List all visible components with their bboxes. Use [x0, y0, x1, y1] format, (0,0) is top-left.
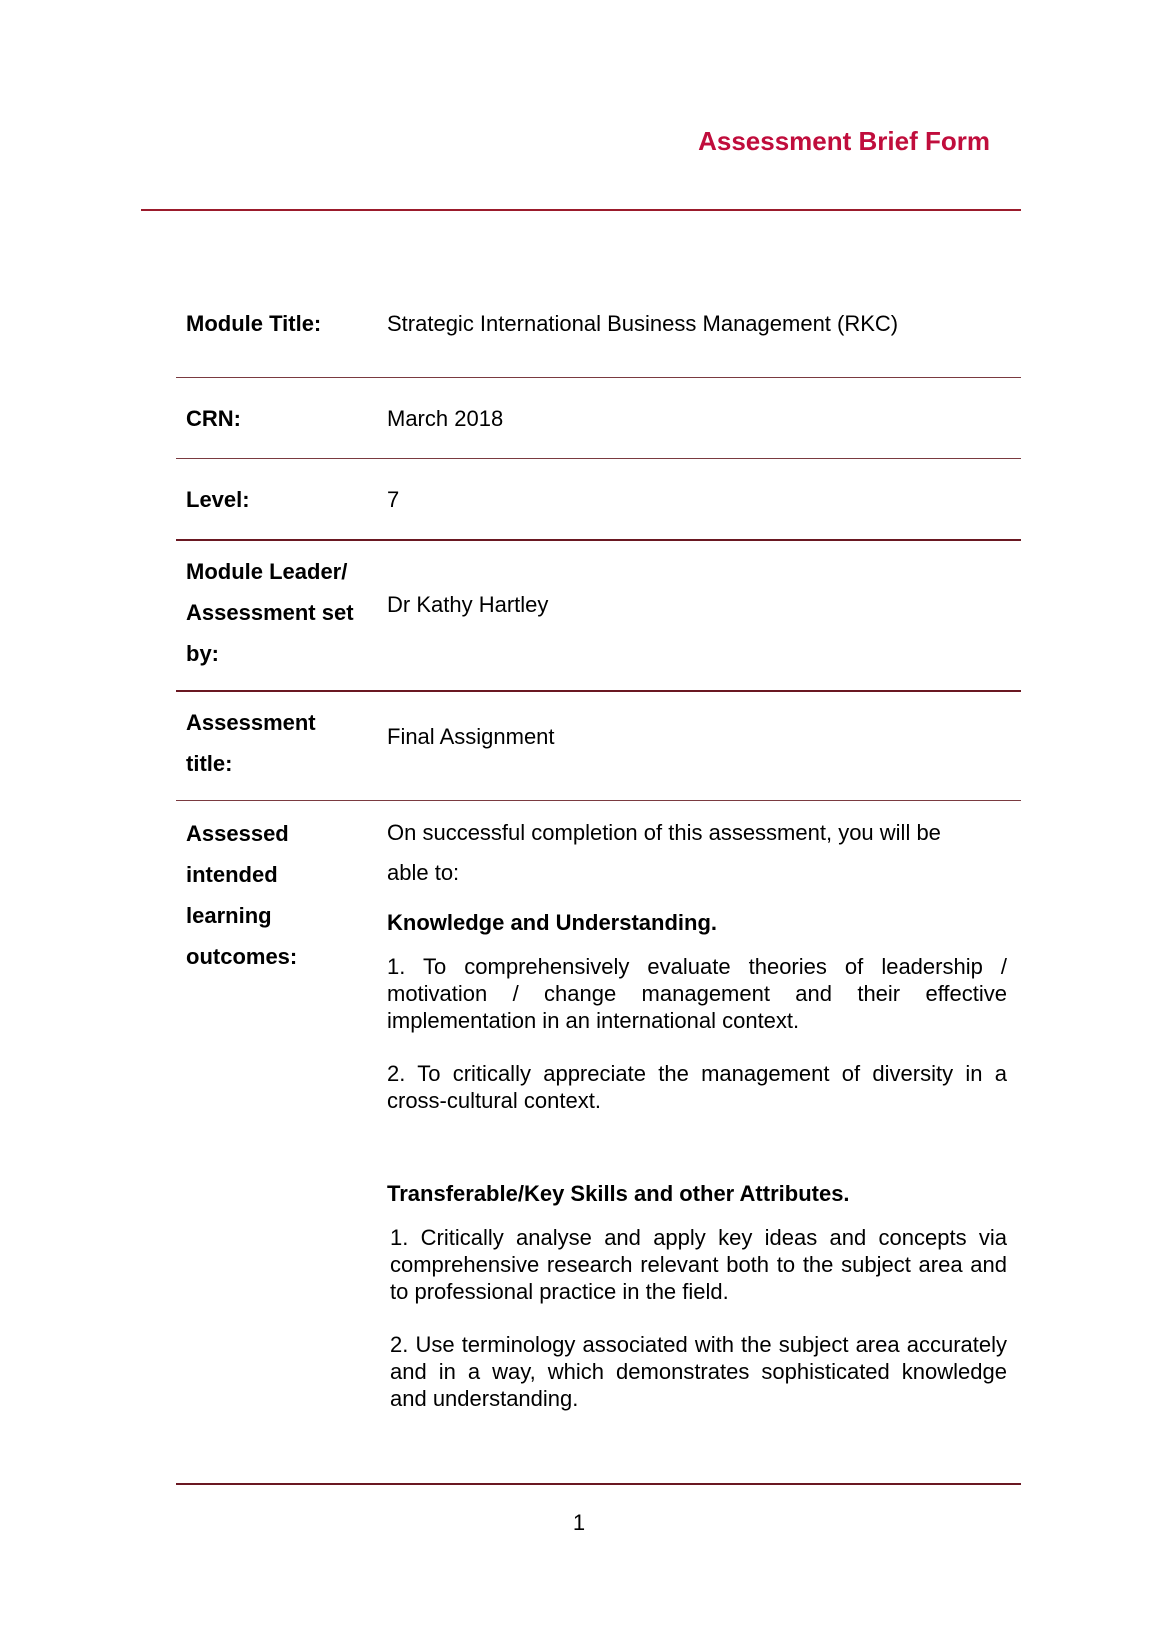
page-number: 1: [572, 1510, 586, 1535]
outcomes-intro: [387, 813, 1007, 893]
learning-outcomes-row: [176, 801, 1021, 1485]
learning-outcomes-label-line: intended: [186, 862, 278, 887]
module-title-value: Strategic International Business Management (RKC): [387, 311, 899, 336]
skills-item: 1. Critically analyse and apply key ideas and concepts via comprehensive research relevant both to the subject area and to professional practice in the field.: [390, 1225, 1007, 1304]
crn-value: March 2018: [387, 406, 504, 431]
skills-list: [387, 1224, 1007, 1412]
module-leader-label-line: Module Leader/: [186, 559, 348, 584]
module-leader-label-line: by:: [186, 641, 219, 666]
level-label: Level:: [186, 487, 250, 512]
learning-outcomes-label-line: learning: [186, 903, 272, 928]
knowledge-item: 2. To critically appreciate the management of diversity in a cross-cultural context.: [387, 1061, 1007, 1113]
outcomes-intro-line: On successful completion of this assessment, you will be: [387, 820, 941, 845]
assessment-title-label-line: Assessment: [186, 710, 316, 735]
module-leader-value: [387, 541, 1021, 690]
assessment-info-table: [176, 280, 1021, 1485]
assessment-title-label-line: title:: [186, 751, 233, 776]
level-row: [176, 459, 1021, 541]
module-leader-label-line: Assessment set: [186, 600, 354, 625]
crn-label: CRN:: [186, 406, 241, 431]
assessment-title-value: Final Assignment: [387, 724, 555, 749]
learning-outcomes-label: [176, 801, 387, 1483]
module-leader-name: Dr Kathy Hartley: [387, 592, 549, 617]
skills-item: 2. Use terminology associated with the subject area accurately and in a way, which demonstrates sophisticated knowledge and understanding.: [390, 1332, 1007, 1411]
learning-outcomes-content: [387, 801, 1021, 1483]
header-divider: [141, 209, 1021, 211]
module-leader-row: [176, 541, 1021, 692]
knowledge-heading: Knowledge and Understanding.: [387, 910, 718, 935]
level-value: 7: [387, 487, 400, 512]
assessment-title-row: [176, 692, 1021, 801]
document-title: Assessment Brief Form: [698, 126, 990, 156]
crn-row: [176, 378, 1021, 459]
knowledge-item: 1. To comprehensively evaluate theories of leadership / motivation / change management and their effective implementation in an international context.: [387, 954, 1007, 1033]
module-title-row: [176, 280, 1021, 378]
skills-heading: Transferable/Key Skills and other Attributes.: [387, 1181, 850, 1206]
learning-outcomes-label-line: outcomes:: [186, 944, 298, 969]
learning-outcomes-label-line: Assessed: [186, 821, 289, 846]
module-title-label: Module Title:: [186, 311, 322, 336]
outcomes-intro-line: able to:: [387, 860, 460, 885]
module-leader-label: [176, 541, 387, 690]
assessment-title-label: [176, 692, 387, 800]
